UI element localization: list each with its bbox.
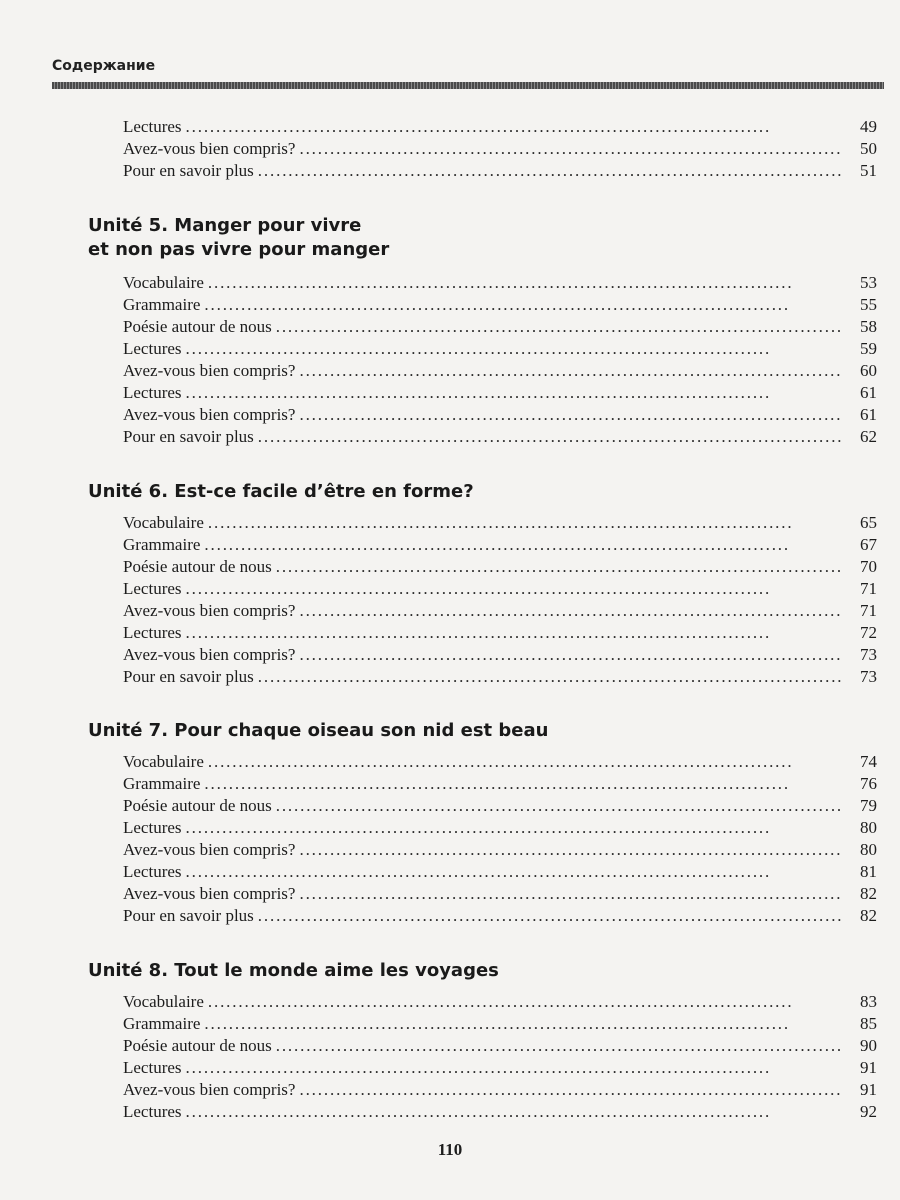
unit-5-title: Unité 5. Manger pour vivre et non pas vivre pour manger [88,215,390,260]
toc-entry[interactable]: Lectures . . . 81 [123,861,877,883]
page-header-title: Содержание [52,58,156,74]
toc-entry[interactable]: Pour en savoir plus . . . 82 [123,905,877,927]
toc-entry[interactable]: Vocabulaire . . . 74 [123,751,877,773]
toc-entry[interactable]: Lectures . . . 71 [123,578,877,600]
toc-entry[interactable]: Lectures . . . 59 [123,338,877,360]
toc-entry[interactable]: Lectures . . . 91 [123,1057,877,1079]
toc-entry[interactable]: Poésie autour de nous . . . 70 [123,556,877,578]
page-number: 110 [437,1140,463,1159]
toc-entry[interactable]: Poésie autour de nous . . . 79 [123,795,877,817]
toc-entry[interactable]: Vocabulaire . . . 53 [123,272,877,294]
toc-entry[interactable]: Poésie autour de nous . . . 90 [123,1035,877,1057]
toc-entry[interactable]: Avez-vous bien compris? . . . 91 [123,1079,877,1101]
toc-entry[interactable]: Lectures . . . 92 [123,1101,877,1123]
toc-entry[interactable]: Grammaire . . . 55 [123,294,877,316]
toc-entry[interactable]: Avez-vous bien compris? . . . 73 [123,644,877,666]
unit-8-title: Unité 8. Tout le monde aime les voyages [88,960,499,981]
toc-entry[interactable]: Avez-vous bien compris? . . . 50 [123,138,877,160]
toc-entry[interactable]: Poésie autour de nous . . . 58 [123,316,877,338]
toc-entry[interactable]: Vocabulaire . . . 83 [123,991,877,1013]
unit-7-title: Unité 7. Pour chaque oiseau son nid est beau [88,720,549,741]
toc-entry[interactable]: Grammaire . . . 85 [123,1013,877,1035]
toc-entry[interactable]: Avez-vous bien compris? . . . 82 [123,883,877,905]
toc-entry[interactable]: Lectures . . . 72 [123,622,877,644]
toc-entry[interactable]: Pour en savoir plus . . . 62 [123,426,877,448]
toc-entry[interactable]: Avez-vous bien compris? . . . 60 [123,360,877,382]
toc-entry[interactable]: Avez-vous bien compris? . . . 71 [123,600,877,622]
toc-entry[interactable]: Lectures . . . 49 [123,116,877,138]
toc-entry[interactable]: Lectures . . . 61 [123,382,877,404]
toc-entry[interactable]: Grammaire . . . 67 [123,534,877,556]
toc-entry[interactable]: Pour en savoir plus . . . 51 [123,160,877,182]
toc-entry[interactable]: Grammaire . . . 76 [123,773,877,795]
unit-6-title: Unité 6. Est-ce facile d’être en forme? [88,481,474,502]
toc-entry[interactable]: Avez-vous bien compris? . . . 61 [123,404,877,426]
toc-entry[interactable]: Pour en savoir plus . . . 73 [123,666,877,688]
toc-entry[interactable]: Avez-vous bien compris? . . . 80 [123,839,877,861]
toc-entry[interactable]: Lectures . . . 80 [123,817,877,839]
toc-entry[interactable]: Vocabulaire . . . 65 [123,512,877,534]
